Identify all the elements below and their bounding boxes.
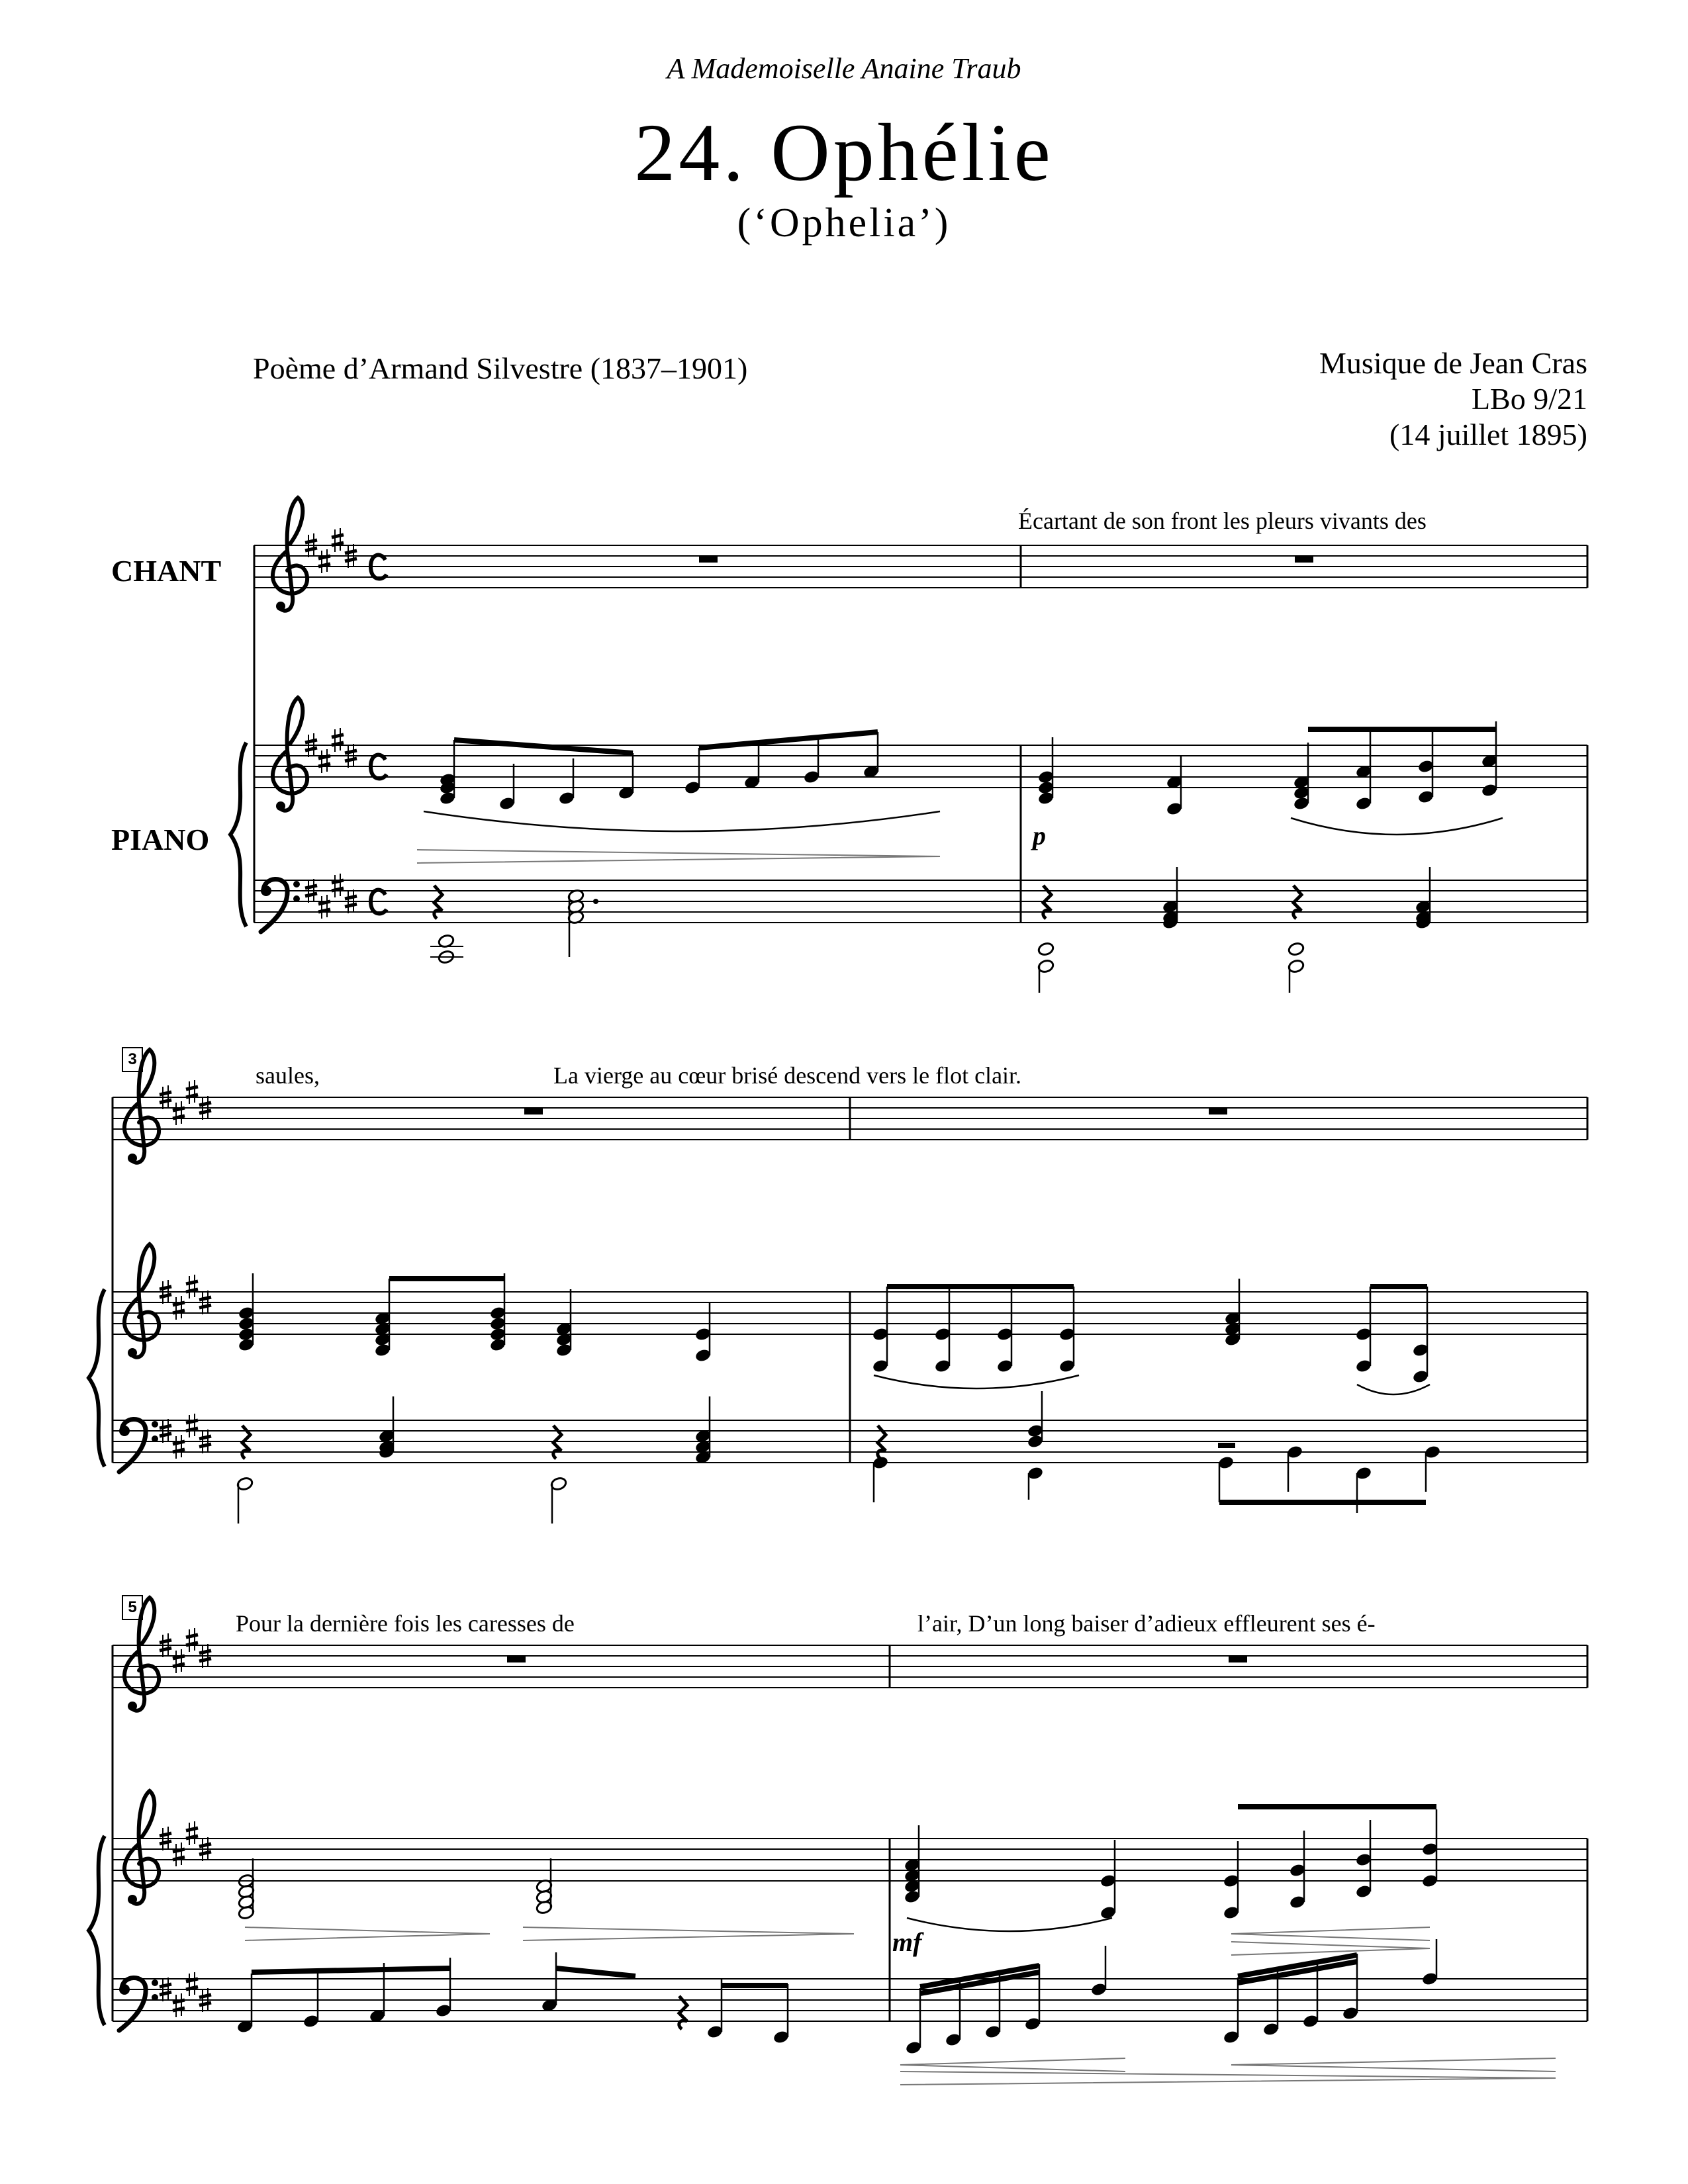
date-line: (14 juillet 1895) (1389, 418, 1587, 451)
treble-clef (124, 1244, 159, 1357)
whole-rest (1209, 1108, 1227, 1115)
slur (874, 1375, 1079, 1388)
sharp-sign (318, 749, 330, 773)
piano-brace (89, 1289, 105, 1467)
whole-rest (507, 1656, 526, 1662)
lyric-line: Écartant de son front les pleurs vivants des (1018, 508, 1427, 534)
catalog-line: LBo 9/21 (1471, 382, 1587, 416)
notehead (1037, 942, 1055, 957)
sharp-sign (186, 1275, 198, 1298)
eighth-rest (679, 1996, 687, 2029)
dot (593, 899, 598, 904)
sharp-sign (332, 728, 344, 752)
sharp-sign (186, 1414, 198, 1437)
beam (252, 1968, 450, 1972)
notehead (1288, 942, 1305, 957)
lyric-line: Pour la dernière fois les caresses de (236, 1610, 575, 1637)
dynamic-marking: mf (892, 1927, 922, 1957)
sharp-sign (318, 895, 330, 919)
whole-rest (699, 556, 718, 563)
beam (556, 1968, 635, 1976)
whole-rest (1229, 1656, 1247, 1662)
page-title: 24. Ophélie (634, 107, 1054, 198)
decrescendo-hairpin (1231, 1942, 1430, 1955)
bass-clef (119, 1419, 158, 1472)
crescendo-hairpin (1231, 2058, 1556, 2071)
sharp-sign (173, 1649, 185, 1673)
sharp-sign (173, 1843, 185, 1866)
lyric-line: saules, (256, 1062, 320, 1089)
sharp-sign (318, 549, 330, 573)
treble-clef (124, 1598, 159, 1711)
half-rest (1218, 1443, 1235, 1448)
page-subtitle: (‘Ophelia’) (737, 201, 951, 246)
piano-brace (89, 1836, 105, 2025)
lyric-line: La vierge au cœur brisé descend vers le flot clair. (553, 1062, 1022, 1089)
measure-number: 3 (122, 1047, 143, 1072)
sharp-sign (186, 1972, 198, 1996)
sharp-sign (173, 1101, 185, 1125)
sharp-sign (332, 874, 344, 897)
slur (1291, 818, 1503, 835)
decrescendo-hairpin (523, 1927, 854, 1940)
treble-clef (124, 1050, 159, 1163)
beam (454, 740, 633, 753)
poet-credit: Poème d’Armand Silvestre (1837–1901) (253, 351, 748, 385)
dedication: A Mademoiselle Anaine Traub (667, 52, 1021, 85)
whole-rest (1295, 556, 1313, 563)
piano-instrument-label: PIANO (111, 823, 210, 856)
treble-clef (273, 498, 307, 611)
slur (1357, 1385, 1430, 1394)
slur (907, 1918, 1112, 1931)
sharp-sign (186, 1821, 198, 1845)
dynamic-marking: p (1033, 821, 1046, 850)
slur (424, 811, 940, 831)
bass-clef (119, 1978, 158, 2030)
sharp-sign (186, 1628, 198, 1652)
decrescendo-hairpin (245, 1927, 490, 1940)
lyric-line: l’air, D’un long baiser d’adieux effleurent ses é- (917, 1610, 1376, 1637)
crescendo-hairpin (900, 2058, 1125, 2071)
composer-line: Musique de Jean Cras (1319, 346, 1587, 380)
whole-rest (524, 1108, 543, 1115)
voice-instrument-label: CHANT (111, 554, 222, 588)
decrescendo-hairpin (900, 2071, 1556, 2085)
sharp-sign (173, 1993, 185, 2017)
sharp-sign (332, 528, 344, 552)
piano-brace (230, 743, 246, 927)
measure-number: 5 (122, 1595, 143, 1620)
treble-clef (124, 1791, 159, 1904)
sharp-sign (173, 1296, 185, 1320)
sharp-sign (186, 1080, 198, 1104)
decrescendo-hairpin (417, 850, 940, 863)
bass-clef (261, 879, 300, 932)
treble-clef (273, 698, 307, 811)
crescendo-hairpin (1231, 1927, 1430, 1940)
sharp-sign (173, 1435, 185, 1459)
